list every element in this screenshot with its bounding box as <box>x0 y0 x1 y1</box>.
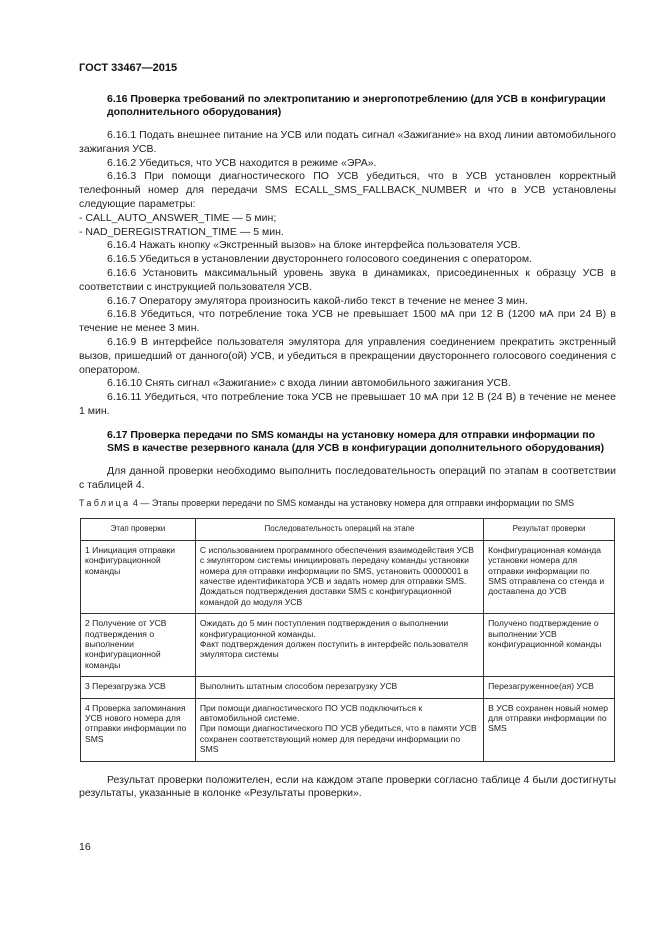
operation-line: При помощи диагностического ПО УСВ убедиться, что в памяти УСВ сохранен соответствующий номер для передачи информации по SMS <box>199 723 477 755</box>
cell-operations <box>195 614 483 677</box>
param-call-auto-answer: - CALL_AUTO_ANSWER_TIME — 5 мин; <box>79 211 277 224</box>
cell-result: Получено подтверждение о выполнении УСВ конфигурационной команды <box>484 614 615 677</box>
paragraph-6-16-6: 6.16.6 Установить максимальный уровень звука в динамиках, присоединенных к образцу УСВ в соответствии с инструкцией пользователя УСВ. <box>79 266 616 293</box>
cell-result: Конфигурационная команда установки номера для отправки информации по SMS отправлена со стенда и доставлена до УСВ <box>484 540 615 613</box>
page-content <box>79 93 616 801</box>
table-row <box>81 540 615 613</box>
header-operations: Последовательность операций на этапе <box>195 519 483 540</box>
header-stage: Этап проверки <box>81 519 196 540</box>
table-row <box>81 698 615 761</box>
paragraph-6-16-9: 6.16.9 В интерфейсе пользователя эмулятора для управления соединением прекратить экстренный вызов, пришедший от данного(ой) УСВ, и убедиться в прекращении двустороннего голосового соединения с оператором. <box>79 335 616 376</box>
cell-operations <box>195 698 483 761</box>
table-caption-text: 4 — Этапы проверки передачи по SMS команды на установку номера для отправки информации по SMS <box>132 498 575 509</box>
cell-result: В УСВ сохранен новый номер для отправки информации по SMS <box>484 698 615 761</box>
paragraph-6-16-7: 6.16.7 Оператору эмулятора произносить какой-либо текст в течение не менее 3 мин. <box>107 294 528 307</box>
cell-operations <box>195 677 483 698</box>
header-result: Результат проверки <box>484 519 615 540</box>
operation-line: Выполнить штатным способом перезагрузку УСВ <box>199 681 398 692</box>
operation-line: С использованием программного обеспечения взаимодействия УСВ с эмулятором системы инициировать передачу команды установки номера для отправки информации по SMS, установить 00000001 в качестве идентификатора УСВ и задать номер для отправки SMS. <box>199 544 474 586</box>
paragraph-6-16-3: 6.16.3 При помощи диагностического ПО УСВ убедиться, что в УСВ установлен корректный телефонный номер для передачи SMS ECALL_SMS_FALLBACK_NUMBER и что в УСВ установлены следующие параметры: <box>79 170 616 210</box>
page-number: 16 <box>79 841 91 853</box>
operation-line: Ожидать до 5 мин поступления подтверждения о выполнении конфигурационной команды. <box>199 618 449 639</box>
table-caption-label: Таблица <box>79 498 131 509</box>
cell-operations <box>195 540 483 613</box>
operation-line: Дождаться подтверждения доставки SMS с конфигурационной командой до модуля УСВ <box>199 586 452 607</box>
table-header-row <box>81 519 615 540</box>
table-4 <box>80 518 615 761</box>
table-row <box>81 614 615 677</box>
operation-line: При помощи диагностического ПО УСВ подключиться к автомобильной системе. <box>199 702 423 724</box>
paragraph-6-16-11: 6.16.11 Убедиться, что потребление тока УСВ не превышает 10 мА при 12 В (24 В) в течение не менее 1 мин. <box>79 391 616 417</box>
standard-number: ГОСТ 33467—2015 <box>79 62 178 74</box>
cell-stage: 2 Получение от УСВ подтверждения о выполнении конфигурационной команды <box>81 614 196 677</box>
paragraph-6-16-4: 6.16.4 Нажать кнопку «Экстренный вызов» на блоке интерфейса пользователя УСВ. <box>107 239 521 252</box>
cell-result: Перезагруженное(ая) УСВ <box>484 677 615 698</box>
table-caption <box>79 498 616 509</box>
paragraph-6-17-result: Результат проверки положителен, если на каждом этапе проверки согласно таблице 4 были достигнуты результаты, указанные в колонке «Результаты проверки». <box>79 773 616 800</box>
section-6-16-title: 6.16 Проверка требований по электропитанию и энергопотреблению (для УСВ в конфигурации дополнительного оборудования) <box>107 93 606 118</box>
paragraph-6-17-intro: Для данной проверки необходимо выполнить последовательность операций по этапам в соответствии с таблицей 4. <box>79 464 616 491</box>
operation-line: Факт подтверждения должен поступить в интерфейс пользователя эмулятора системы <box>199 638 468 660</box>
paragraph-6-16-1: 6.16.1 Подать внешнее питание на УСВ или подать сигнал «Зажигание» на вход линии автомобильного зажигания УСВ. <box>79 129 616 155</box>
paragraph-6-16-5: 6.16.5 Убедиться в установлении двустороннего голосового соединения с оператором. <box>107 253 533 266</box>
section-6-17-title: 6.17 Проверка передачи по SMS команды на установку номера для отправки информации по SMS в качестве резервного канала (для УСВ в конфигурации дополнительного оборудования) <box>107 428 605 454</box>
paragraph-6-16-8: 6.16.8 Убедиться, что потребление тока УСВ не превышает 1500 мА при 12 В (1200 мА при 24 В) в течение не менее 3 мин. <box>79 308 616 335</box>
paragraph-6-16-10: 6.16.10 Снять сигнал «Зажигание» с входа линии автомобильного зажигания УСВ. <box>107 377 511 390</box>
cell-stage: 3 Перезагрузка УСВ <box>81 677 196 698</box>
param-nad-deregistration: - NAD_DEREGISTRATION_TIME — 5 мин. <box>79 225 284 238</box>
paragraph-6-16-2: 6.16.2 Убедиться, что УСВ находится в режиме «ЭРА». <box>107 156 377 169</box>
cell-stage: 1 Инициация отправки конфигурационной команды <box>81 540 196 613</box>
table-row <box>81 677 615 698</box>
cell-stage: 4 Проверка запоминания УСВ нового номера для отправки информации по SMS <box>81 698 196 761</box>
